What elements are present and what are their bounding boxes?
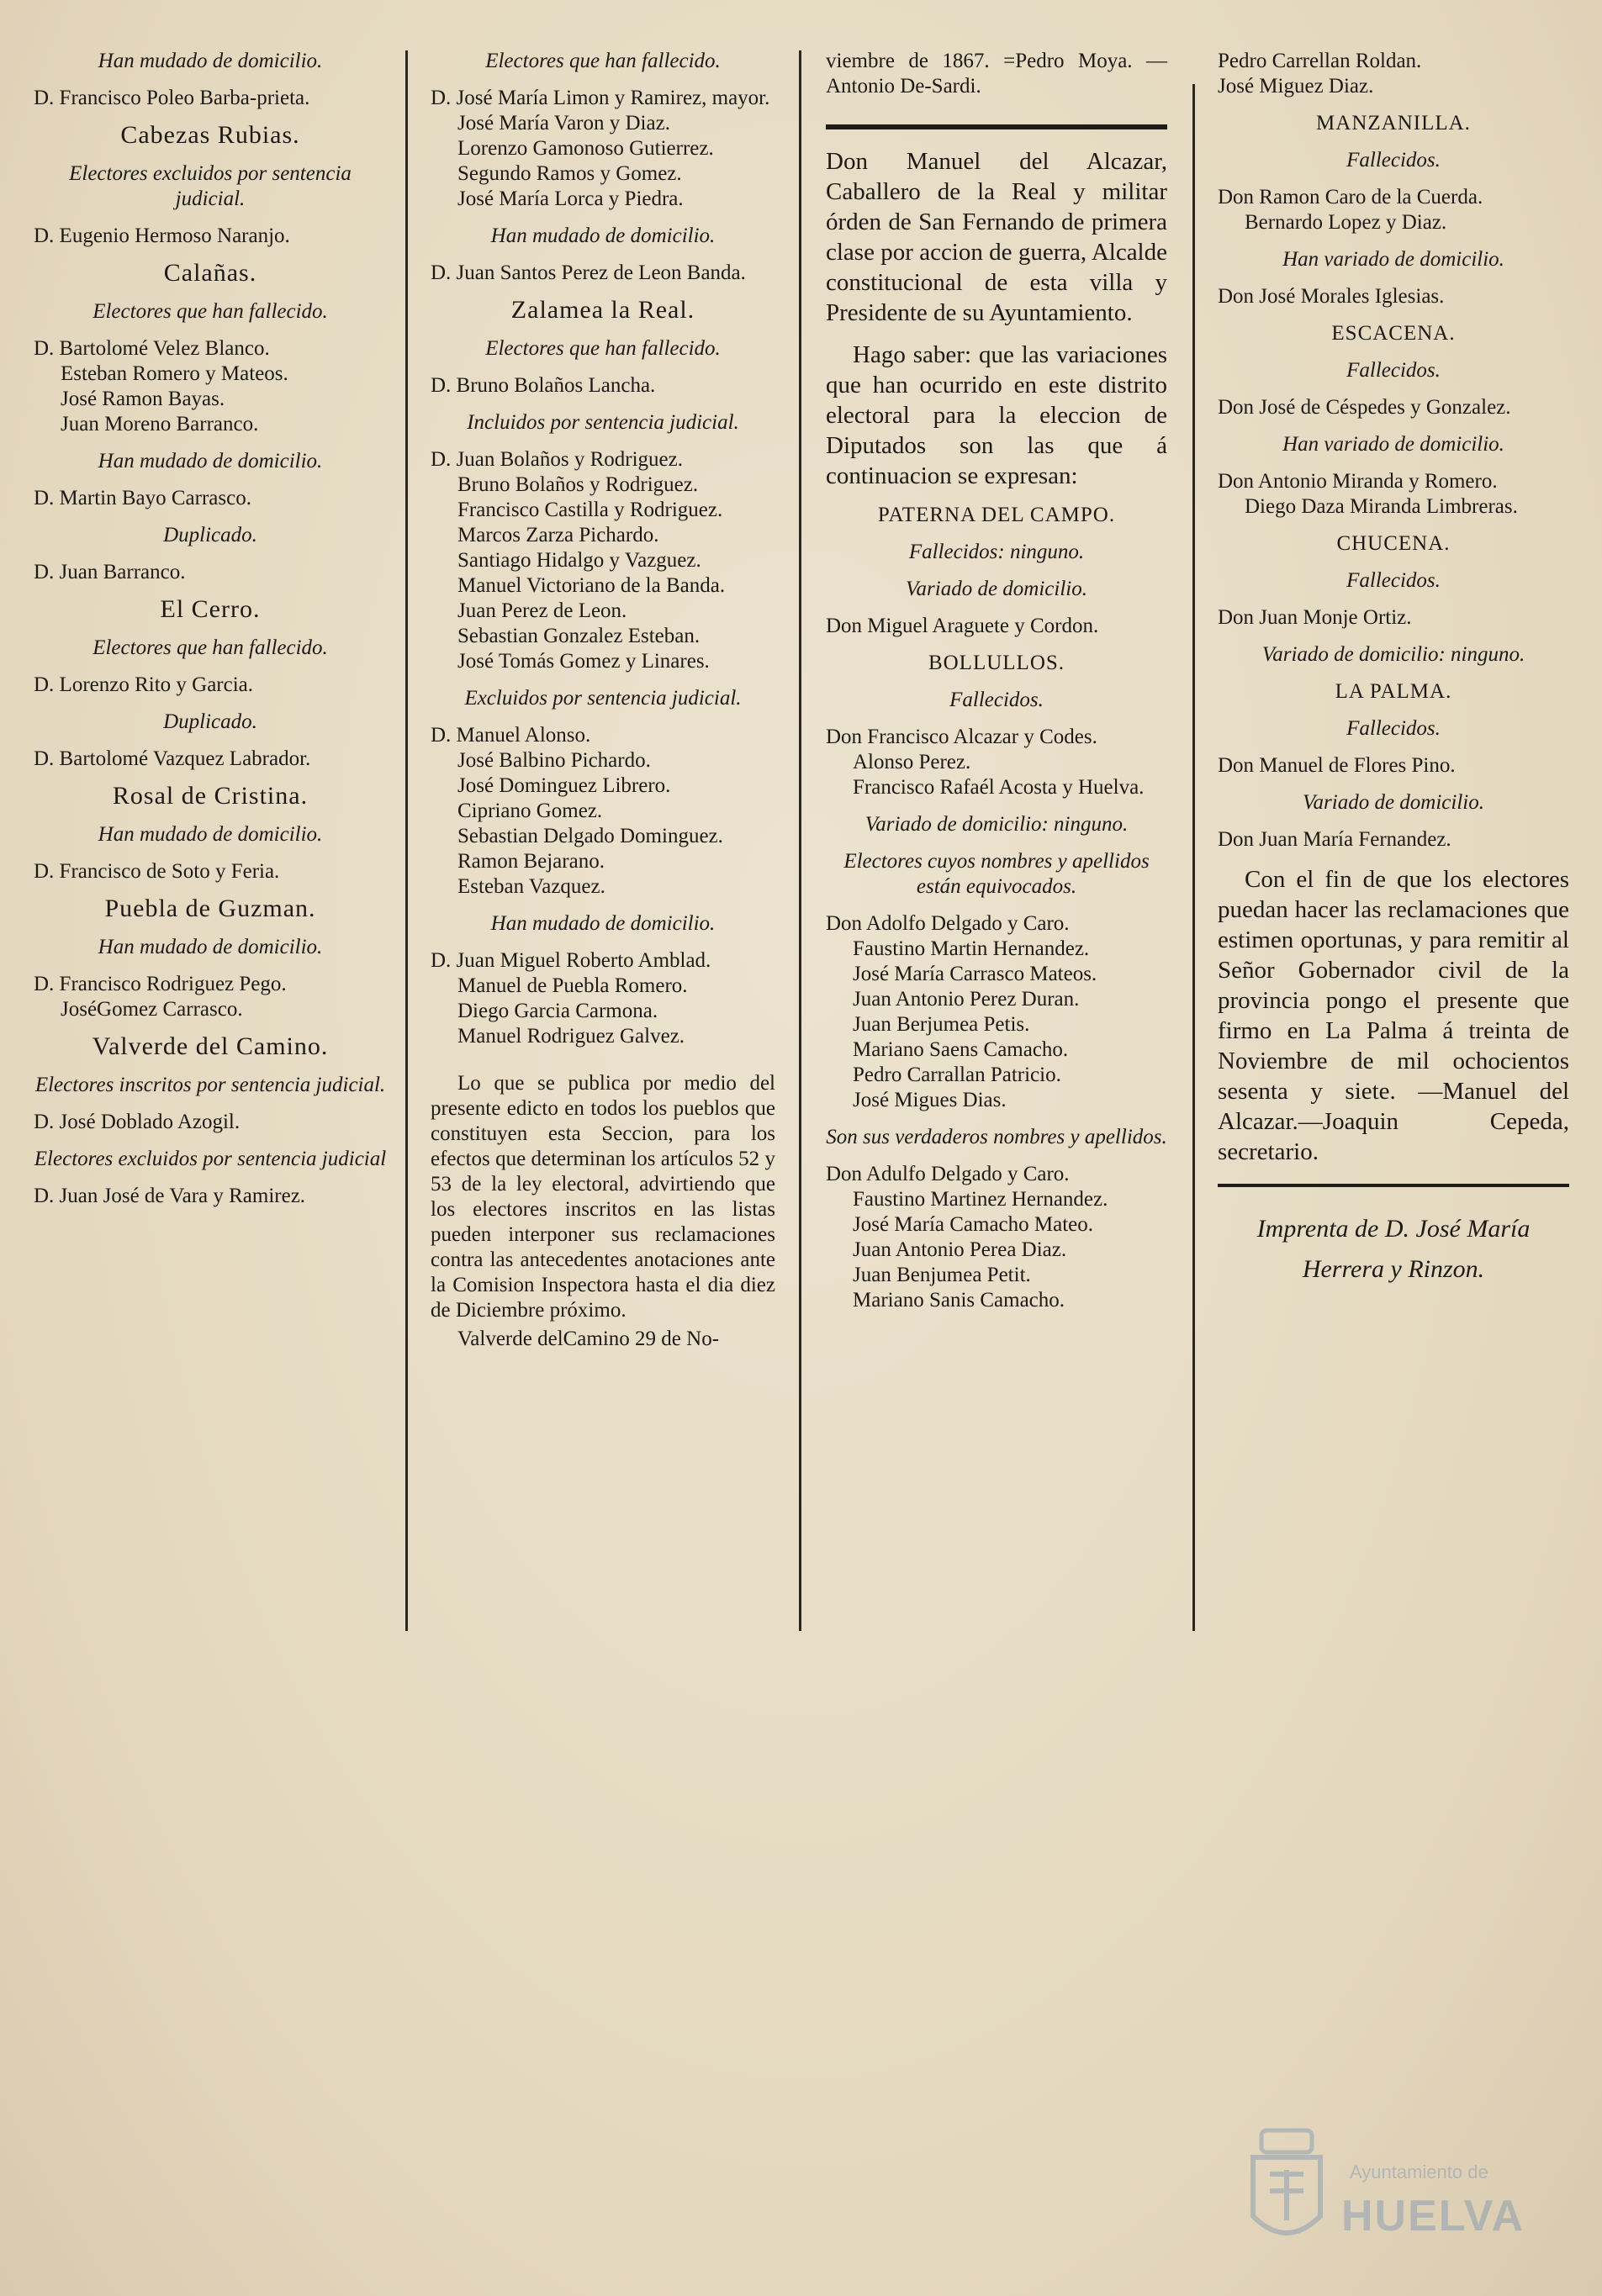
elector-entry: Don Adolfo Delgado y Caro. — [826, 912, 1070, 935]
elector-list — [1218, 469, 1569, 520]
section-heading: Variado de domicilio. — [906, 578, 1087, 600]
elector-entry: Esteban Vazquez. — [457, 875, 605, 898]
elector-entry: D. Bruno Bolaños Lancha. — [431, 374, 656, 397]
elector-entry: José María Varon y Diaz. — [457, 112, 670, 135]
elector-entry: Juan Moreno Barranco. — [61, 413, 259, 435]
town-heading: Valverde del Camino. — [92, 1032, 329, 1060]
elector-list — [431, 723, 775, 900]
section-heading: Han mudado de domicilio. — [98, 450, 323, 472]
elector-entry: José Dominguez Librero. — [457, 774, 671, 797]
section-divider — [1218, 1184, 1569, 1187]
decree-heading: Don Manuel del Alcazar, Caballero de la Real y militar órden de San Fernando de primera clase por accion de guerra, Alcalde constitucional de esta villa y Presidente de su Ayuntamiento. — [826, 148, 1167, 326]
section-heading: Duplicado. — [163, 524, 257, 546]
column-rule-1 — [405, 50, 408, 1631]
elector-entry: José Migues Dias. — [853, 1089, 1007, 1111]
elector-list — [431, 86, 775, 212]
section-heading: Han mudado de domicilio. — [98, 823, 323, 846]
archive-watermark — [1232, 2119, 1535, 2262]
elector-entry: D. Juan Bolaños y Rodriguez. — [431, 448, 683, 471]
elector-entry: Don José Morales Iglesias. — [1218, 285, 1445, 308]
edict-dateline: Valverde delCamino 29 de No- — [457, 1327, 720, 1350]
elector-entry: D. Francisco de Soto y Feria. — [34, 860, 280, 883]
imprint-line: Imprenta de D. José María — [1256, 1215, 1531, 1243]
town-heading: El Cerro. — [160, 595, 261, 623]
town-heading: LA PALMA. — [1335, 680, 1452, 703]
section-heading: Electores inscritos por sentencia judicial. — [34, 1074, 386, 1096]
section-heading: Fallecidos. — [1346, 717, 1441, 740]
column-3 — [826, 49, 1167, 1323]
elector-entry: Don Francisco Alcazar y Codes. — [826, 726, 1097, 748]
elector-list — [431, 447, 775, 674]
elector-entry: Marcos Zarza Pichardo. — [457, 524, 659, 546]
watermark-caption: Ayuntamiento de — [1350, 2161, 1488, 2183]
elector-entry: José María Lorca y Piedra. — [457, 187, 684, 210]
section-heading: Excluidos por sentencia judicial. — [464, 687, 742, 710]
section-heading: Variado de domicilio: ninguno. — [864, 813, 1129, 836]
section-heading: Variado de domicilio: ninguno. — [1261, 643, 1525, 666]
elector-entry: D. José Doblado Azogil. — [34, 1111, 241, 1133]
elector-entry: Diego Garcia Carmona. — [457, 1000, 658, 1022]
elector-entry: Mariano Sanis Camacho. — [853, 1289, 1065, 1312]
elector-entry: Don José de Céspedes y Gonzalez. — [1218, 396, 1511, 419]
town-heading: ESCACENA. — [1331, 322, 1456, 345]
elector-list — [34, 972, 387, 1022]
elector-entry: Juan Antonio Perez Duran. — [853, 988, 1080, 1011]
decree-paragraph: Hago saber: que las variaciones que han ocurrido en este distrito electoral para la eleccion de Diputados son las que á continuacion se expresan: — [826, 341, 1167, 489]
section-heading: Variado de domicilio. — [1303, 791, 1484, 814]
elector-entry: José Miguez Diaz. — [1218, 75, 1374, 98]
town-heading: Zalamea la Real. — [510, 296, 695, 324]
closing-paragraph: Con el fin de que los electores puedan hacer las reclamaciones que estimen oportunas, y para remitir al Señor Gobernador civil de la provincia pongo el presente que firmo en La Palma á treinta de Noviembre de mil ochocientos sesenta y siete. —Manuel del Alcazar.—Joaquin Cepeda, secretario. — [1218, 866, 1569, 1165]
elector-entry: Don Miguel Araguete y Cordon. — [826, 615, 1099, 637]
elector-entry: D. Juan Barranco. — [34, 561, 186, 583]
elector-entry: D. Juan Santos Perez de Leon Banda. — [431, 261, 746, 284]
elector-entry: Esteban Romero y Mateos. — [61, 362, 288, 385]
elector-entry: Diego Daza Miranda Limbreras. — [1245, 495, 1518, 518]
elector-entry: D. Eugenio Hermoso Naranjo. — [34, 224, 290, 247]
section-heading: Electores que han fallecido. — [485, 337, 721, 360]
elector-entry: José Balbino Pichardo. — [457, 749, 651, 772]
edict-paragraph: Lo que se publica por medio del presente edicto en todos los pueblos que constituyen esta Seccion, para los efectos que determinan los artículos 52 y 53 de la ley electoral, advirtiendo que los electores inscritos en las listas pueden interponer sus reclamaciones contra las antecedentes anotaciones ante la Comision Inspectora hasta el dia diez de Diciembre próximo. — [431, 1072, 775, 1322]
elector-entry: D. Bartolomé Velez Blanco. — [34, 337, 270, 360]
column-rule-2 — [799, 50, 801, 1631]
town-heading: PATERNA DEL CAMPO. — [877, 504, 1116, 526]
section-heading: Fallecidos. — [1346, 569, 1441, 592]
section-heading: Han variado de domicilio. — [1282, 433, 1504, 456]
elector-entry: Bernardo Lopez y Diaz. — [1245, 211, 1447, 234]
elector-list — [34, 336, 387, 437]
section-heading: Duplicado. — [163, 710, 257, 733]
elector-entry: Don Manuel de Flores Pino. — [1218, 754, 1456, 777]
section-heading: Han variado de domicilio. — [1282, 248, 1504, 271]
elector-entry: Sebastian Delgado Dominguez. — [457, 825, 723, 847]
elector-entry: Manuel de Puebla Romero. — [457, 974, 688, 997]
column-1 — [34, 49, 387, 1219]
elector-entry: José María Carrasco Mateos. — [853, 963, 1097, 985]
elector-entry: Faustino Martinez Hernandez. — [853, 1188, 1108, 1211]
elector-entry: Juan Antonio Perea Diaz. — [853, 1238, 1067, 1261]
elector-list — [826, 911, 1167, 1113]
imprint-line: Herrera y Rinzon. — [1302, 1255, 1485, 1283]
section-heading: Fallecidos. — [1346, 359, 1441, 382]
elector-list — [1218, 49, 1569, 99]
elector-entry: D. Francisco Poleo Barba-prieta. — [34, 87, 310, 109]
town-heading: Rosal de Cristina. — [112, 782, 309, 810]
elector-entry: Ramon Bejarano. — [457, 850, 605, 873]
town-heading: Puebla de Guzman. — [104, 895, 316, 922]
section-heading: Electores que han fallecido. — [485, 50, 721, 72]
column-rule-3 — [1192, 84, 1195, 1631]
elector-entry: D. Juan Miguel Roberto Amblad. — [431, 949, 711, 972]
elector-entry: Alonso Perez. — [853, 751, 971, 773]
elector-entry: Juan Benjumea Petit. — [853, 1264, 1031, 1286]
section-divider — [826, 124, 1167, 129]
elector-entry: Juan Perez de Leon. — [457, 599, 627, 622]
section-heading: Electores que han fallecido. — [93, 300, 328, 323]
elector-entry: Francisco Castilla y Rodriguez. — [457, 499, 723, 521]
elector-entry: Faustino Martin Hernandez. — [853, 937, 1090, 960]
elector-entry: Segundo Ramos y Gomez. — [457, 162, 682, 185]
elector-list — [431, 948, 775, 1049]
town-heading: BOLLULLOS. — [928, 652, 1065, 674]
elector-entry: José Tomás Gomez y Linares. — [457, 650, 710, 673]
elector-entry: D. Juan José de Vara y Ramirez. — [34, 1185, 306, 1207]
elector-entry: Mariano Saens Camacho. — [853, 1038, 1069, 1061]
section-heading: Electores cuyos nombres y apellidos están equivocados. — [843, 850, 1150, 898]
section-heading: Fallecidos. — [1346, 149, 1441, 172]
section-heading: Fallecidos. — [949, 689, 1044, 711]
elector-list — [826, 725, 1167, 800]
elector-entry: Pedro Carrellan Roldan. — [1218, 50, 1422, 72]
elector-entry: Don Adulfo Delgado y Caro. — [826, 1163, 1070, 1185]
elector-entry: José María Camacho Mateo. — [853, 1213, 1094, 1236]
section-heading: Electores excluidos por sentencia judicial. — [69, 162, 352, 210]
town-heading: CHUCENA. — [1336, 532, 1451, 555]
elector-entry: Don Ramon Caro de la Cuerda. — [1218, 186, 1483, 208]
elector-entry: Francisco Rafaél Acosta y Huelva. — [853, 776, 1145, 799]
elector-list — [826, 1162, 1167, 1313]
elector-entry: Cipriano Gomez. — [457, 800, 603, 822]
section-heading: Electores excluidos por sentencia judicial — [34, 1148, 387, 1170]
elector-entry: Manuel Victoriano de la Banda. — [457, 574, 726, 597]
elector-entry: D. Lorenzo Rito y Garcia. — [34, 673, 254, 696]
elector-entry: Santiago Hidalgo y Vazguez. — [457, 549, 701, 572]
column-2 — [431, 49, 775, 1364]
elector-entry: D. Manuel Alonso. — [431, 724, 591, 747]
section-heading: Han mudado de domicilio. — [98, 50, 323, 72]
section-heading: Fallecidos: ninguno. — [908, 541, 1085, 563]
watermark-title: HUELVA — [1341, 2192, 1525, 2241]
section-heading: Electores que han fallecido. — [93, 636, 328, 659]
section-heading: Han mudado de domicilio. — [98, 936, 323, 958]
elector-entry: Don Antonio Miranda y Romero. — [1218, 470, 1498, 493]
town-heading: MANZANILLA. — [1316, 112, 1471, 135]
city-shield-icon — [1240, 2124, 1333, 2258]
elector-entry: D. Francisco Rodriguez Pego. — [34, 973, 287, 995]
elector-entry: Juan Berjumea Petis. — [853, 1013, 1030, 1036]
elector-entry: Bruno Bolaños y Rodriguez. — [457, 473, 699, 496]
elector-entry: Don Juan Monje Ortiz. — [1218, 606, 1412, 629]
column-4 — [1218, 49, 1569, 1290]
elector-entry: JoséGomez Carrasco. — [61, 998, 243, 1021]
town-heading: Cabezas Rubias. — [120, 121, 300, 149]
signature-line: viembre de 1867. =Pedro Moya. —Antonio De-Sardi. — [826, 50, 1167, 98]
elector-entry: Don Juan María Fernandez. — [1218, 828, 1451, 851]
elector-entry: Sebastian Gonzalez Esteban. — [457, 625, 701, 647]
elector-entry: Pedro Carrallan Patricio. — [853, 1064, 1061, 1086]
elector-entry: José Ramon Bayas. — [61, 388, 225, 410]
section-heading: Han mudado de domicilio. — [490, 912, 716, 935]
elector-list — [1218, 185, 1569, 235]
section-heading: Son sus verdaderos nombres y apellidos. — [826, 1126, 1167, 1148]
elector-entry: D. José María Limon y Ramirez, mayor. — [431, 87, 770, 109]
elector-entry: D. Martin Bayo Carrasco. — [34, 487, 251, 509]
town-heading: Calañas. — [163, 259, 257, 287]
elector-entry: D. Bartolomé Vazquez Labrador. — [34, 747, 311, 770]
elector-entry: Manuel Rodriguez Galvez. — [457, 1025, 685, 1048]
section-heading: Han mudado de domicilio. — [490, 224, 716, 247]
section-heading: Incluidos por sentencia judicial. — [467, 411, 739, 434]
elector-entry: Lorenzo Gamonoso Gutierrez. — [457, 137, 714, 160]
